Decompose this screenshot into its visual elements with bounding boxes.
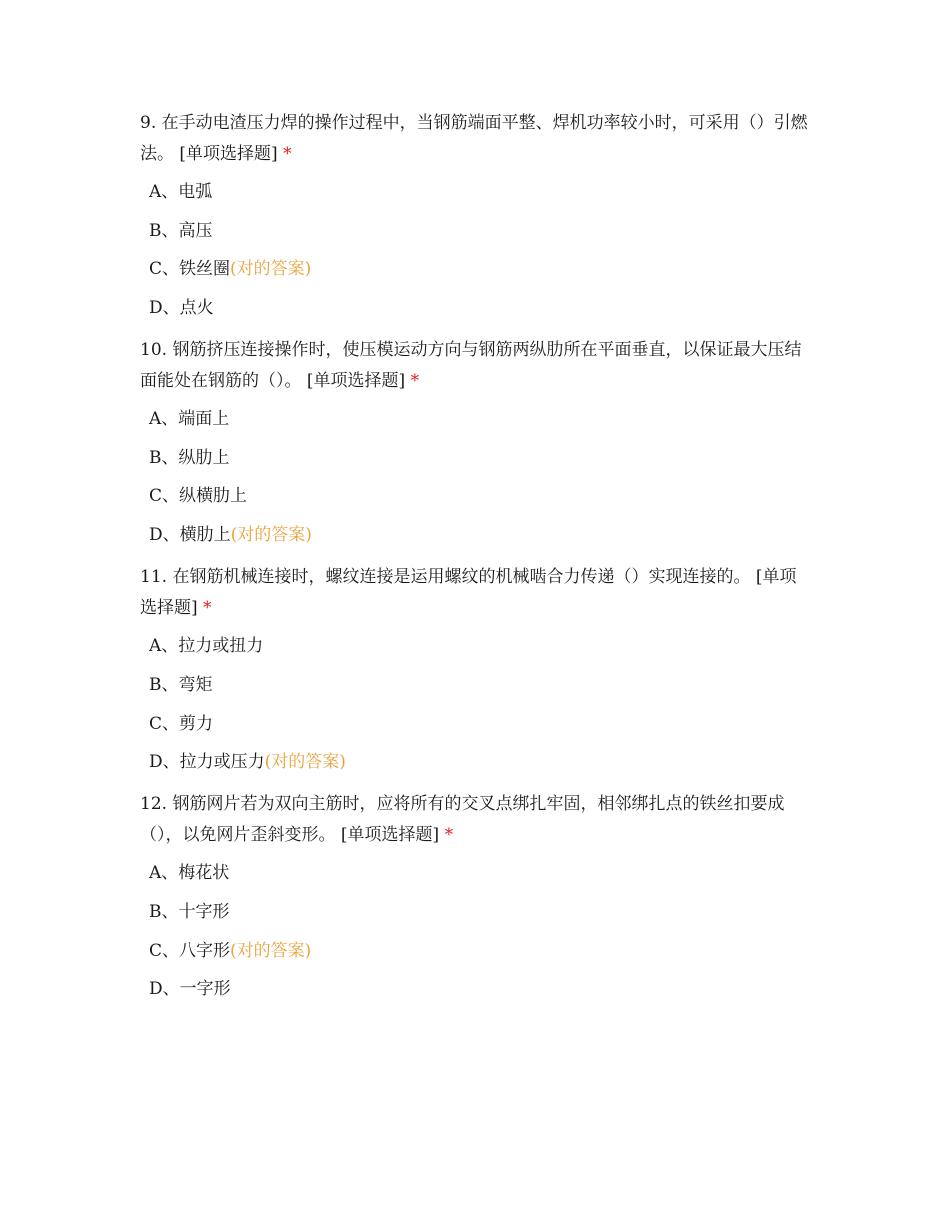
option-d (149, 978, 810, 1000)
option-text: B、高压 (149, 220, 213, 241)
question-text (140, 108, 810, 170)
question-type-label: [单项选择题] (140, 567, 797, 619)
option-text: A、端面上 (149, 409, 230, 430)
option-text: D、一字形 (149, 979, 231, 1000)
question-type-label: [单项选择题] (306, 371, 406, 392)
quiz-page (140, 108, 810, 1016)
option-text: C、剪力 (149, 713, 214, 734)
option-c (149, 485, 810, 507)
option-c (149, 940, 810, 962)
option-text: D、拉力或压力 (149, 752, 265, 773)
option-a (149, 862, 810, 884)
option-text: D、横肋上 (149, 525, 231, 546)
question-type-label: [单项选择题] (179, 144, 278, 164)
option-b (149, 220, 810, 242)
question-stem: 11. 在钢筋机械连接时，螺纹连接是运用螺纹的机械啮合力传递（）实现连接的。 (140, 567, 751, 588)
option-text: C、铁丝圈 (149, 259, 231, 280)
question-text (140, 789, 810, 851)
question-stem: 12. 钢筋网片若为双向主筋时，应将所有的交叉点绑扎牢固，相邻绑扎点的铁丝扣要成（），以免网片歪斜变形。 (140, 794, 785, 846)
question-stem: 10. 钢筋挤压连接操作时，使压模运动方向与钢筋两纵肋所在平面垂直，以保证最大压结面能处在钢筋的（）。 (140, 340, 802, 392)
option-b (149, 447, 810, 469)
option-text: C、纵横肋上 (149, 486, 248, 507)
option-d (149, 524, 810, 546)
option-text: B、弯矩 (149, 674, 213, 695)
question-type-label: [单项选择题] (340, 825, 440, 846)
required-mark: * (410, 371, 420, 392)
option-text: A、电弧 (149, 182, 213, 202)
required-mark: * (203, 598, 212, 619)
correct-answer-tag: (对的答案) (230, 940, 312, 961)
option-c (149, 258, 810, 280)
option-text: B、纵肋上 (149, 447, 230, 468)
question-stem: 9. 在手动电渣压力焊的操作过程中，当钢筋端面平整、焊机功率较小时，可采用（）引燃法。 (140, 113, 808, 164)
question-text (140, 562, 810, 624)
question-9 (140, 108, 810, 319)
question-text (140, 335, 810, 397)
option-a (149, 635, 810, 657)
option-d (149, 297, 810, 319)
option-text: B、十字形 (149, 901, 230, 922)
option-text: D、点火 (149, 298, 214, 319)
option-b (149, 901, 810, 923)
correct-answer-tag: (对的答案) (264, 752, 346, 773)
option-text: A、拉力或扭力 (149, 636, 264, 657)
question-11 (140, 562, 810, 773)
option-text: C、八字形 (149, 940, 231, 961)
option-text: A、梅花状 (149, 863, 230, 884)
option-d (149, 751, 810, 773)
option-a (149, 408, 810, 430)
option-a (149, 181, 810, 203)
question-10 (140, 335, 810, 546)
question-12 (140, 789, 810, 1000)
required-mark: * (444, 825, 454, 846)
option-b (149, 674, 810, 696)
option-c (149, 713, 810, 735)
correct-answer-tag: (对的答案) (230, 259, 312, 280)
correct-answer-tag: (对的答案) (230, 525, 312, 546)
required-mark: * (283, 144, 292, 164)
